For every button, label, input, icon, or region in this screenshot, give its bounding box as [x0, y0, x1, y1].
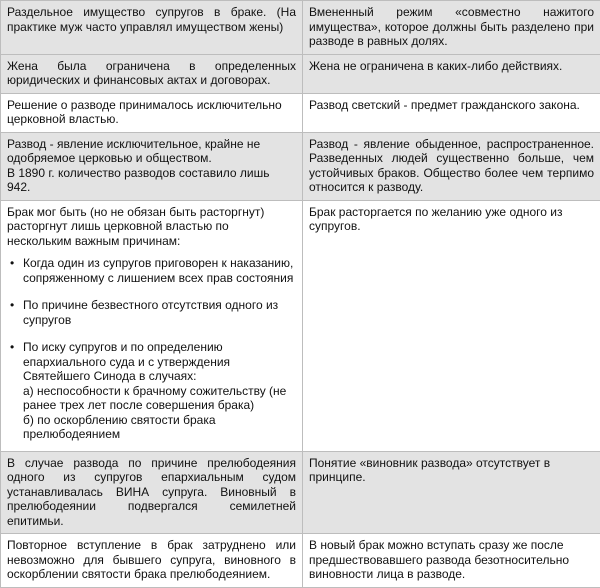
cell-line: Развод - явление исключительное, крайне не одобряемое церковью и обществом. — [7, 137, 296, 166]
reasons-intro: Брак мог быть (но не обязан быть расторгнут) расторгнут лишь церковной властью по нескольким важным причинам: — [7, 205, 296, 249]
list-item-text: По причине безвестного отсутствия одного из супругов — [23, 298, 278, 327]
cell-right: Понятие «виновник развода» отсутствует в принципе. — [303, 451, 600, 534]
cell-right: В новый брак можно вступать сразу же после предшествовавшего развода безотносительно виновности лица в разводе. — [303, 534, 600, 588]
sub-item: б) по оскорблению святости брака прелюбодеянием — [23, 413, 296, 442]
table-row — [1, 451, 600, 534]
cell-right: Брак расторгается по желанию уже одного из супругов. — [303, 200, 600, 451]
cell-right: Вмененный режим «совместно нажитого имущества», которое должны быть разделено при разводе в равных долях. — [303, 1, 600, 55]
cell-right: Жена не ограничена в каких-либо действиях. — [303, 54, 600, 93]
list-item — [23, 256, 296, 285]
list-item-text: По иску супругов и по определению епархиального суда и с утверждения Святейшего Синода в случаях: — [23, 340, 230, 383]
cell-line: В 1890 г. количество разводов составило лишь 942. — [7, 166, 296, 195]
sub-item: а) неспособности к брачному сожительству (не ранее трех лет после совершения брака) — [23, 384, 296, 413]
table-row — [1, 132, 600, 200]
cell-left: Решение о разводе принималось исключительно церковной властью. — [1, 93, 303, 132]
cell-left: Жена была ограничена в определенных юридических и финансовых актах и договорах. — [1, 54, 303, 93]
list-item-text: Когда один из супругов приговорен к наказанию, сопряженному с лишением всех прав состояния — [23, 256, 293, 285]
cell-left — [1, 132, 303, 200]
bullet-icon: • — [10, 340, 14, 355]
cell-left: Раздельное имущество супругов в браке. (На практике муж часто управлял имуществом жены) — [1, 1, 303, 55]
table-row — [1, 534, 600, 588]
bullet-icon: • — [10, 256, 14, 271]
cell-right: Развод - явление обыденное, распространенное. Разведенных людей существенно больше, чем устойчивых браков. Общество более чем терпимо относится к разводу. — [303, 132, 600, 200]
list-item — [23, 298, 296, 327]
list-item — [23, 340, 296, 442]
bullet-icon: • — [10, 298, 14, 313]
table-row — [1, 93, 600, 132]
table-row — [1, 1, 600, 55]
cell-right: Развод светский - предмет гражданского закона. — [303, 93, 600, 132]
table-row — [1, 200, 600, 451]
reasons-list — [7, 256, 296, 442]
cell-left: В случае развода по причине прелюбодеяния одного из супругов епархиальным судом устанавливалась ВИНА супруга. Виновный в прелюбодеянии подвергался семилетней епитимьи. — [1, 451, 303, 534]
table-row — [1, 54, 600, 93]
cell-left: Повторное вступление в брак затруднено или невозможно для бывшего супруга, виновного в оскорблении святости брака прелюбодеянием. — [1, 534, 303, 588]
cell-left — [1, 200, 303, 451]
